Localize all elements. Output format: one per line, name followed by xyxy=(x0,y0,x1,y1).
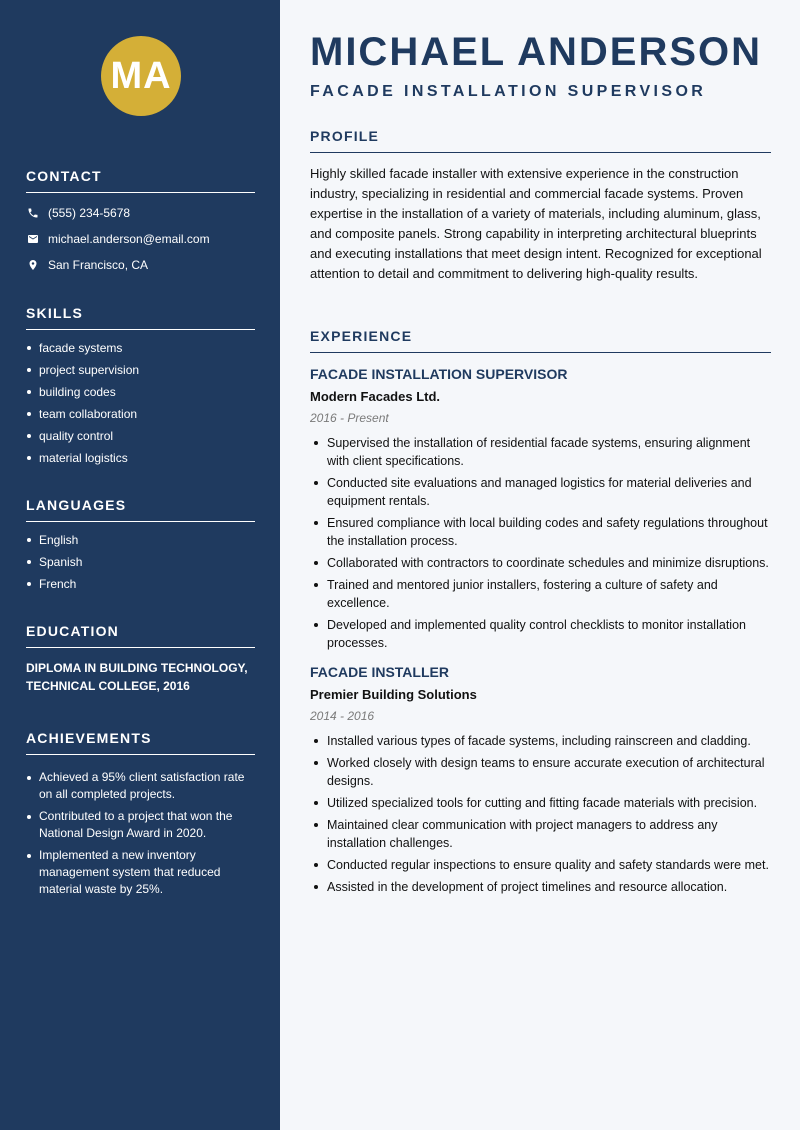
duties-list xyxy=(310,434,771,652)
list-item: French xyxy=(26,573,255,595)
list-item: building codes xyxy=(26,381,255,403)
list-item: quality control xyxy=(26,425,255,447)
languages-section xyxy=(26,497,255,595)
experience-section xyxy=(310,328,771,900)
duties-list xyxy=(310,732,771,896)
job-entry xyxy=(310,366,771,652)
email-icon xyxy=(26,232,40,246)
job-title: FACADE INSTALLER xyxy=(310,664,449,680)
languages-list xyxy=(26,529,255,595)
contact-section xyxy=(26,168,255,278)
profile-section xyxy=(310,128,771,284)
list-item: project supervision xyxy=(26,359,255,381)
achievements-section xyxy=(26,730,255,903)
skills-list xyxy=(26,337,255,469)
candidate-name: MICHAEL ANDERSON xyxy=(310,30,763,74)
location-text: San Francisco, CA xyxy=(48,258,149,272)
candidate-title: FACADE INSTALLATION SUPERVISOR xyxy=(310,83,707,100)
job-title: FACADE INSTALLATION SUPERVISOR xyxy=(310,366,568,382)
phone-text: (555) 234-5678 xyxy=(48,206,131,220)
location-pin-icon xyxy=(26,258,40,272)
list-item: Utilized specialized tools for cutting and fitting facade materials with precision. xyxy=(310,794,771,812)
skills-section xyxy=(26,305,255,469)
skills-heading: SKILLS xyxy=(26,305,255,330)
profile-heading: PROFILE xyxy=(310,128,771,153)
list-item: Worked closely with design teams to ensure accurate execution of architectural designs. xyxy=(310,754,771,790)
list-item: Contributed to a project that won the National Design Award in 2020. xyxy=(26,808,255,842)
achievements-list xyxy=(26,769,255,898)
education-section xyxy=(26,623,255,695)
list-item: Assisted in the development of project timelines and resource allocation. xyxy=(310,878,771,896)
job-entry xyxy=(310,664,771,896)
experience-heading: EXPERIENCE xyxy=(310,328,771,353)
list-item: Developed and implemented quality control checklists to monitor installation processes. xyxy=(310,616,771,652)
achievements-heading: ACHIEVEMENTS xyxy=(26,730,255,755)
education-heading: EDUCATION xyxy=(26,623,255,648)
list-item: Ensured compliance with local building codes and safety regulations throughout the installation process. xyxy=(310,514,771,550)
profile-text: Highly skilled facade installer with extensive experience in the construction industry, specializing in residential and commercial facade systems. Proven expertise in the installation of a variety of materials, including aluminum, glass, and composite panels. Strong capability in interpreting architectural blueprints and executing installations that meet design intent. Recognized for exceptional attention to detail and commitment to delivering high-quality results. xyxy=(310,166,762,281)
avatar: MA xyxy=(101,36,181,116)
contact-email xyxy=(26,226,255,252)
list-item: Implemented a new inventory management system that reduced material waste by 25%. xyxy=(26,847,255,898)
list-item: Spanish xyxy=(26,551,255,573)
company-name: Premier Building Solutions xyxy=(310,687,477,702)
job-dates: 2016 - Present xyxy=(310,411,389,425)
list-item: Installed various types of facade systems, including rainscreen and cladding. xyxy=(310,732,771,750)
list-item: Conducted regular inspections to ensure quality and safety standards were met. xyxy=(310,856,771,874)
list-item: facade systems xyxy=(26,337,255,359)
list-item: Conducted site evaluations and managed logistics for material deliveries and equipment rentals. xyxy=(310,474,771,510)
education-entry: DIPLOMA IN BUILDING TECHNOLOGY, TECHNICAL COLLEGE, 2016 xyxy=(26,661,248,693)
list-item: English xyxy=(26,529,255,551)
list-item: Achieved a 95% client satisfaction rate on all completed projects. xyxy=(26,769,255,803)
contact-location xyxy=(26,252,255,278)
job-dates: 2014 - 2016 xyxy=(310,709,375,723)
sidebar xyxy=(0,0,280,1130)
list-item: Maintained clear communication with project managers to address any installation challenges. xyxy=(310,816,771,852)
contact-heading: CONTACT xyxy=(26,168,255,193)
list-item: team collaboration xyxy=(26,403,255,425)
list-item: material logistics xyxy=(26,447,255,469)
list-item: Collaborated with contractors to coordinate schedules and minimize disruptions. xyxy=(310,554,771,572)
company-name: Modern Facades Ltd. xyxy=(310,389,441,404)
contact-phone xyxy=(26,200,255,226)
main-content xyxy=(280,0,800,1130)
languages-heading: LANGUAGES xyxy=(26,497,255,522)
list-item: Trained and mentored junior installers, fostering a culture of safety and excellence. xyxy=(310,576,771,612)
email-text: michael.anderson@email.com xyxy=(48,232,210,246)
phone-icon xyxy=(26,206,40,220)
list-item: Supervised the installation of residential facade systems, ensuring alignment with client specifications. xyxy=(310,434,771,470)
